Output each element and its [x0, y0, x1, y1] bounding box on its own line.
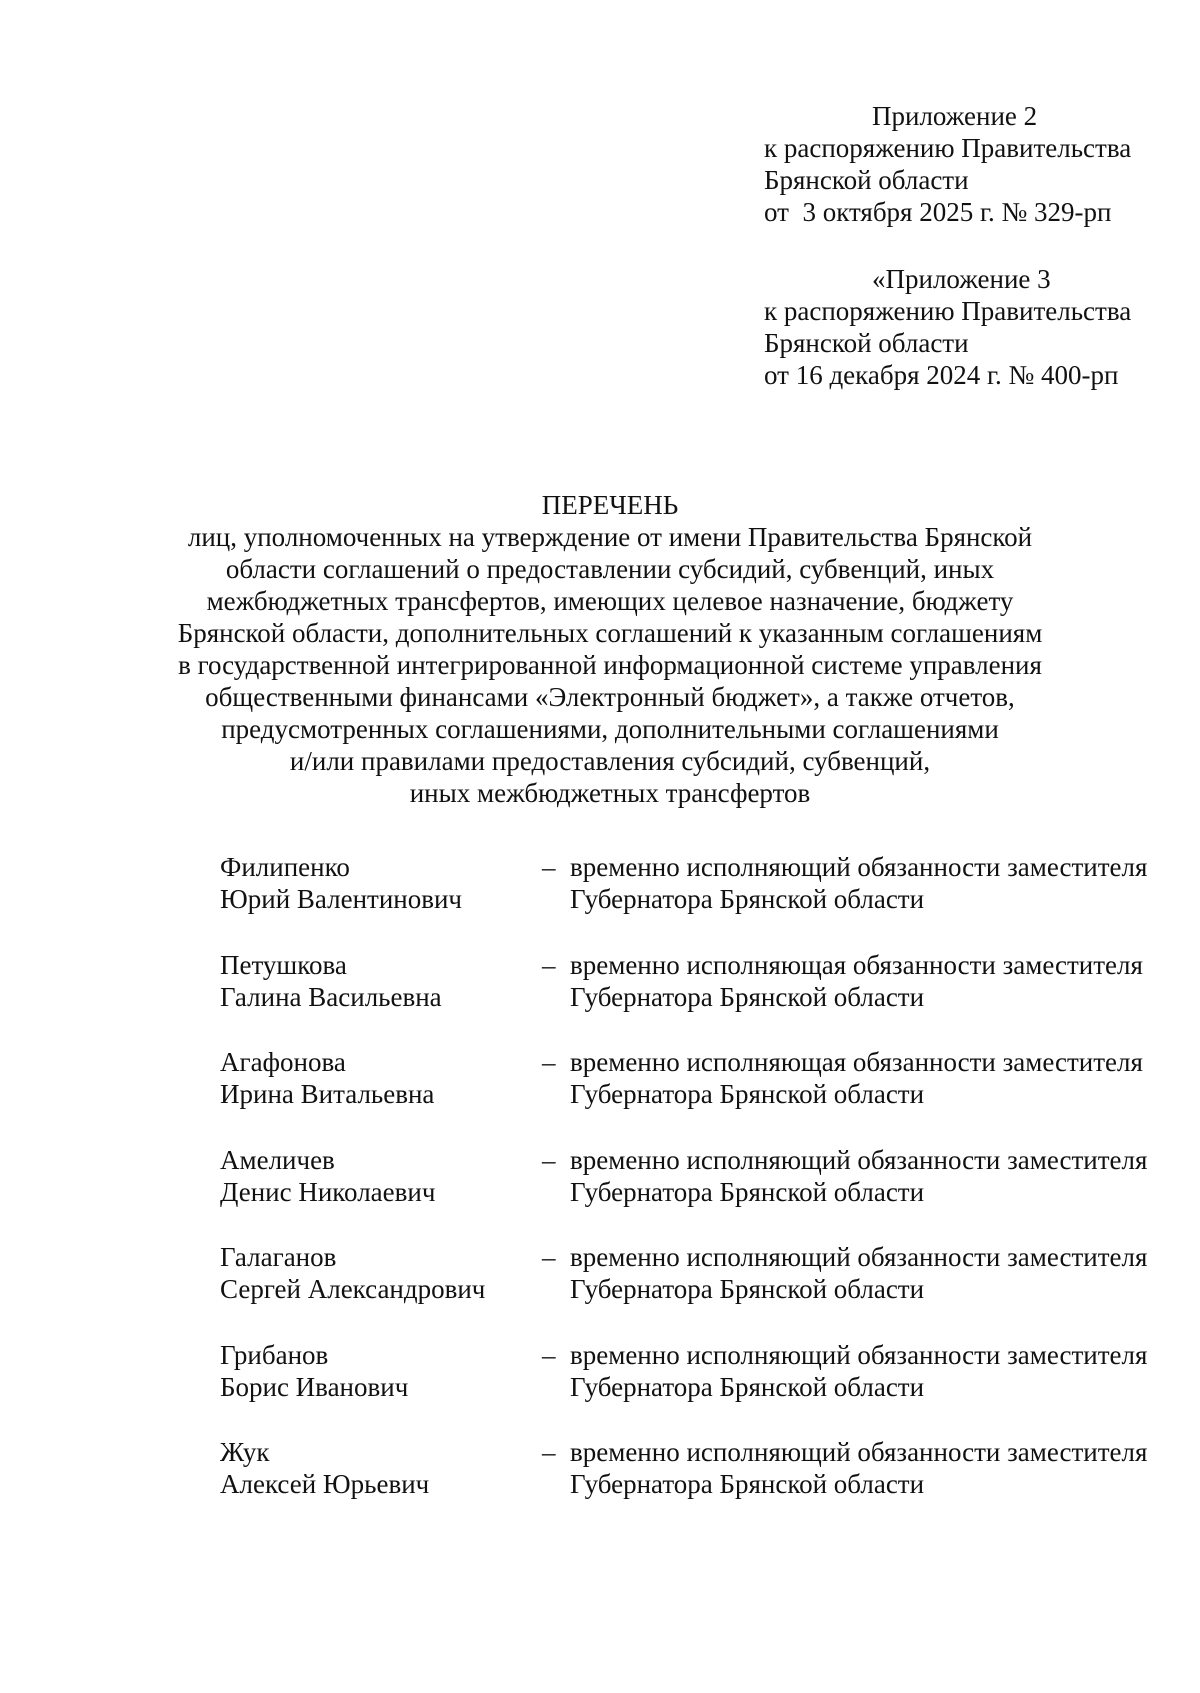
title-description-line: и/или правилами предоставления субсидий, субвенций, — [289, 746, 931, 776]
dash-separator: – — [542, 1339, 556, 1370]
document-title-block — [160, 489, 1060, 809]
person-entry — [220, 1241, 1180, 1305]
person-surname: Амеличев — [220, 1144, 335, 1175]
person-given-names: Алексей Юрьевич — [220, 1469, 430, 1499]
person-surname: Петушкова — [220, 949, 347, 980]
person-entry — [220, 851, 1180, 915]
person-role-line: Губернатора Брянской области — [570, 1079, 925, 1109]
person-role-line: Губернатора Брянской области — [570, 884, 925, 914]
title-description-line: иных межбюджетных трансфертов — [409, 778, 811, 808]
appendix-reference-current — [764, 100, 1131, 228]
person-given-names: Борис Иванович — [220, 1371, 409, 1402]
person-role-line: временно исполняющий обязанности заместителя — [570, 1339, 1148, 1370]
person-role-line: Губернатора Брянской области — [570, 1176, 925, 1207]
title-description-line: Брянской области, дополнительных соглашений к указанным соглашениям — [177, 618, 1043, 648]
title-description-line: в государственной интегрированной информационной системе управления — [178, 650, 1042, 680]
appendix-line: Брянской области — [764, 165, 969, 195]
person-surname: Жук — [220, 1437, 270, 1467]
appendix-line: от 3 октября 2025 г. № 329-рп — [764, 197, 1112, 227]
authorized-persons-list — [220, 851, 1180, 1534]
title-description-line: предусмотренных соглашениями, дополнительными соглашениями — [221, 714, 999, 744]
dash-separator: – — [542, 1047, 556, 1077]
title-description-line: области соглашений о предоставлении субсидий, субвенций, иных — [225, 554, 995, 584]
person-given-names: Денис Николаевич — [220, 1176, 436, 1207]
person-entry — [220, 949, 1180, 1013]
person-role-line: временно исполняющая обязанности заместителя — [570, 1047, 1143, 1077]
person-entry — [220, 1144, 1180, 1208]
dash-separator: – — [542, 949, 556, 980]
title-description-line: межбюджетных трансфертов, имеющих целевое назначение, бюджету — [206, 586, 1014, 616]
person-role-line: временно исполняющий обязанности заместителя — [570, 852, 1148, 882]
appendix-line: Приложение 2 — [872, 101, 1038, 131]
dash-separator: – — [542, 852, 556, 882]
title-description-line: общественными финансами «Электронный бюджет», а также отчетов, — [205, 682, 1015, 712]
person-role-line: временно исполняющий обязанности заместителя — [570, 1144, 1148, 1175]
person-role-line: Губернатора Брянской области — [570, 1469, 925, 1499]
title-description-line: лиц, уполномоченных на утверждение от имени Правительства Брянской — [187, 522, 1033, 552]
person-entry — [220, 1046, 1180, 1110]
person-given-names: Ирина Витальевна — [220, 1079, 435, 1109]
person-surname: Агафонова — [220, 1047, 346, 1077]
person-given-names: Юрий Валентинович — [220, 884, 463, 914]
appendix-line: к распоряжению Правительства — [764, 133, 1132, 163]
person-entry — [220, 1436, 1180, 1500]
appendix-line: от 16 декабря 2024 г. № 400-рп — [764, 360, 1119, 390]
person-entry — [220, 1339, 1180, 1403]
person-role-line: временно исполняющий обязанности заместителя — [570, 1437, 1148, 1467]
dash-separator: – — [542, 1242, 556, 1272]
person-role-line: Губернатора Брянской области — [570, 981, 925, 1012]
page-title: ПЕРЕЧЕНЬ — [541, 490, 679, 520]
appendix-reference-amended — [764, 263, 1131, 391]
appendix-line: к распоряжению Правительства — [764, 296, 1132, 326]
person-role-line: временно исполняющая обязанности заместителя — [570, 949, 1143, 980]
person-given-names: Сергей Александрович — [220, 1274, 486, 1304]
person-surname: Филипенко — [220, 852, 350, 882]
person-surname: Галаганов — [220, 1242, 337, 1272]
appendix-line: «Приложение 3 — [872, 264, 1051, 294]
person-surname: Грибанов — [220, 1339, 329, 1370]
dash-separator: – — [542, 1144, 556, 1175]
appendix-line: Брянской области — [764, 328, 969, 358]
person-given-names: Галина Васильевна — [220, 981, 442, 1012]
person-role-line: временно исполняющий обязанности заместителя — [570, 1242, 1148, 1272]
dash-separator: – — [542, 1437, 556, 1467]
person-role-line: Губернатора Брянской области — [570, 1274, 925, 1304]
person-role-line: Губернатора Брянской области — [570, 1371, 925, 1402]
